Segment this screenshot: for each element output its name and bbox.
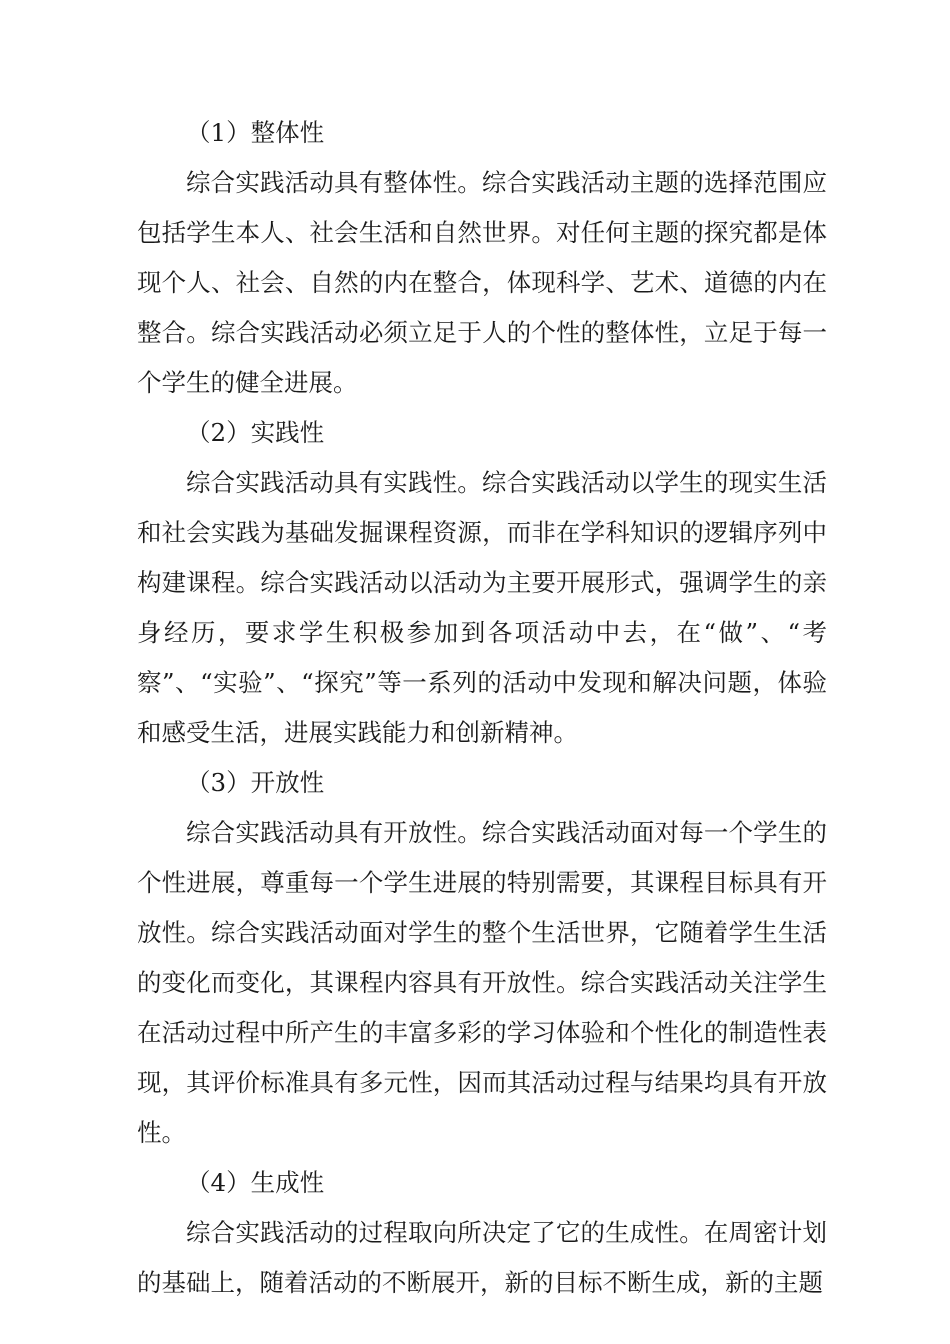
document-body	[137, 108, 827, 1308]
section-heading-generativity: （4）生成性	[186, 1168, 325, 1197]
section-paragraph-wholeness: 综合实践活动具有整体性。综合实践活动主题的选择范围应包括学生本人、社会生活和自然世界。对任何主题的探究都是体现个人、社会、自然的内在整合，体现科学、艺术、道德的内在整合。综合实践活动必须立足于人的个性的整体性，立足于每一个学生的健全进展。	[137, 168, 827, 397]
section-heading-wholeness: （1）整体性	[186, 118, 325, 147]
section-paragraph-openness: 综合实践活动具有开放性。综合实践活动面对每一个学生的个性进展，尊重每一个学生进展的特别需要，其课程目标具有开放性。综合实践活动面对学生的整个生活世界，它随着学生生活的变化而变化，其课程内容具有开放性。综合实践活动关注学生在活动过程中所产生的丰富多彩的学习体验和个性化的制造性表现，其评价标准具有多元性，因而其活动过程与结果均具有开放性。	[137, 818, 827, 1147]
section-heading-practicality: （2）实践性	[186, 418, 325, 447]
section-paragraph-generativity: 综合实践活动的过程取向所决定了它的生成性。在周密计划的基础上，随着活动的不断展开，新的目标不断生成，新的主题	[137, 1218, 827, 1297]
section-heading-openness: （3）开放性	[186, 768, 325, 797]
section-paragraph-practicality: 综合实践活动具有实践性。综合实践活动以学生的现实生活和社会实践为基础发掘课程资源，而非在学科知识的逻辑序列中构建课程。综合实践活动以活动为主要开展形式，强调学生的亲身经历，要求学生积极参加到各项活动中去，在“做”、“考察”、“实验”、“探究”等一系列的活动中发现和解决问题，体验和感受生活，进展实践能力和创新精神。	[137, 468, 827, 747]
